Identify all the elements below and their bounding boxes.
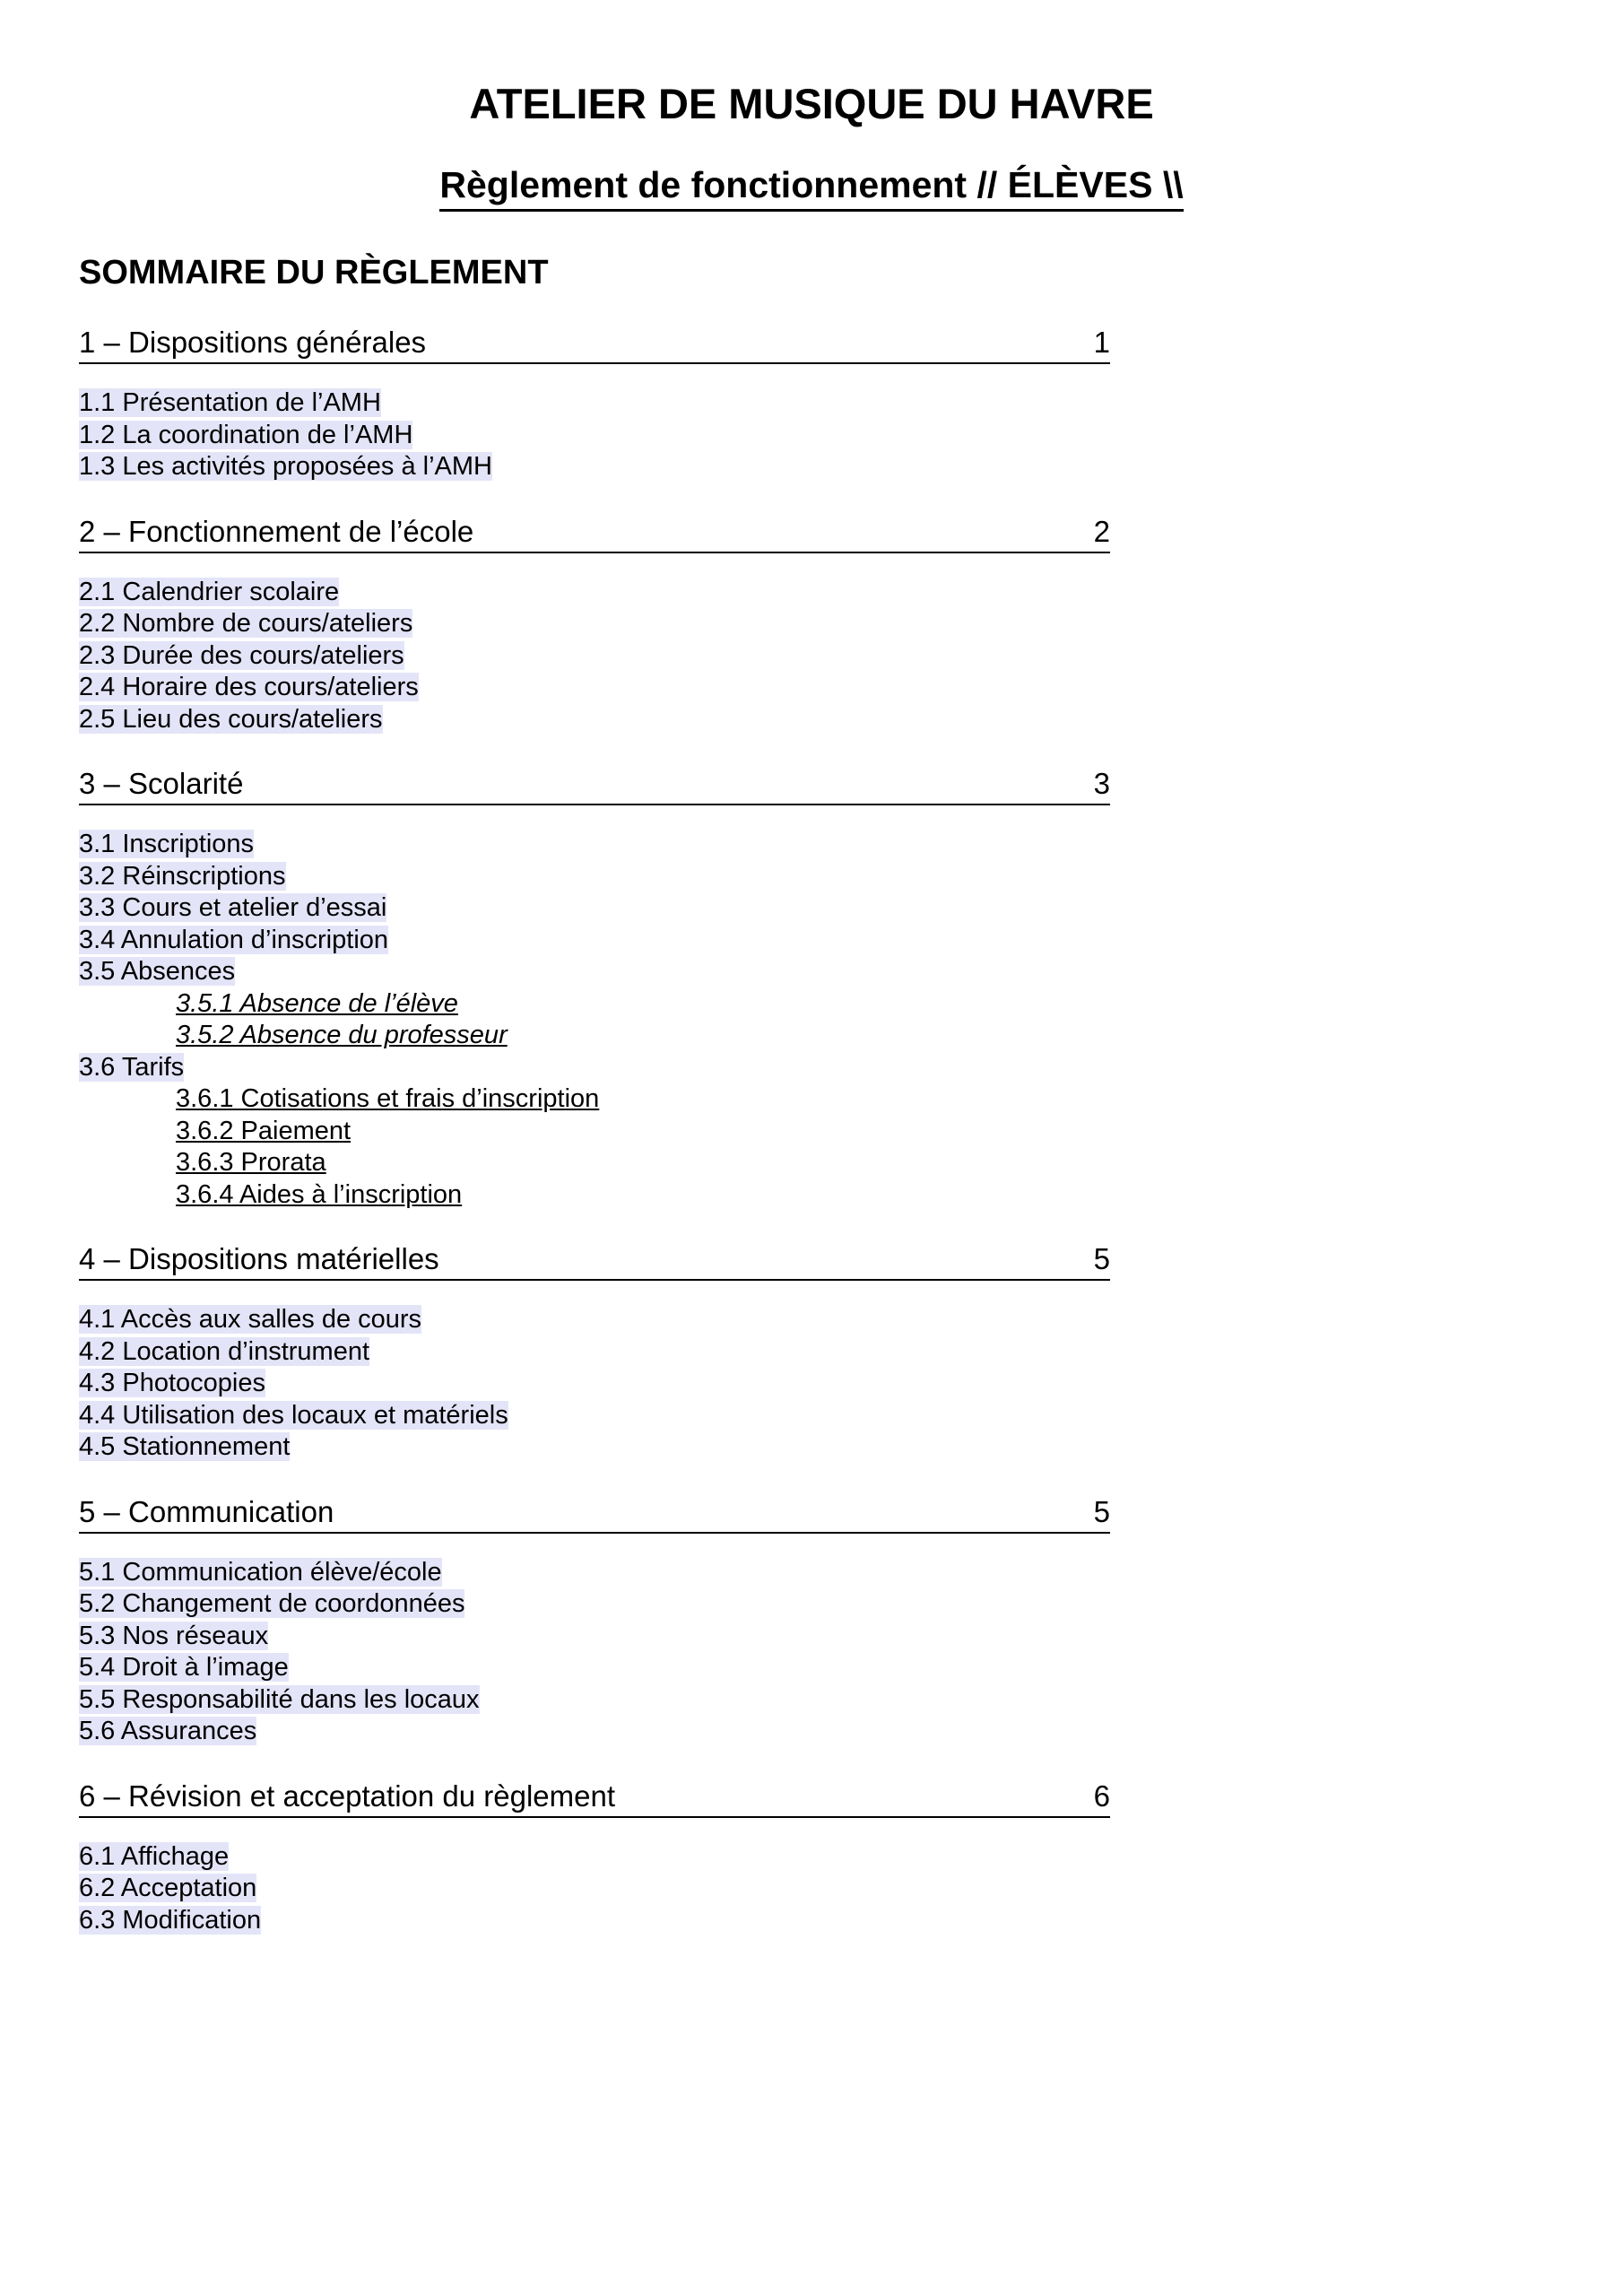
- toc-item-label: 5.2 Changement de coordonnées: [79, 1589, 465, 1618]
- toc-item-label: 4.3 Photocopies: [79, 1369, 265, 1397]
- toc-item-label: 4.4 Utilisation des locaux et matériels: [79, 1400, 508, 1430]
- toc-item-label: 2.5 Lieu des cours/ateliers: [79, 704, 383, 734]
- toc-section-heading[interactable]: [79, 1492, 1110, 1534]
- toc-item-label: 2.2 Nombre de cours/ateliers: [79, 609, 413, 638]
- toc-item-label: 6.3 Modification: [79, 1905, 262, 1935]
- toc-page-number: 5: [1093, 1494, 1110, 1528]
- toc-item-label: 5.1 Communication élève/école: [79, 1557, 442, 1587]
- toc-item[interactable]: [79, 704, 1110, 736]
- toc-item[interactable]: [79, 1052, 1110, 1084]
- toc-section-title: 1 – Dispositions générales: [79, 326, 427, 359]
- toc-item[interactable]: [79, 1557, 1110, 1589]
- toc-item-label: 5.4 Droit à l’image: [79, 1653, 289, 1682]
- toc-item[interactable]: [79, 925, 1110, 957]
- toc-item[interactable]: [79, 387, 1110, 420]
- toc-item-label: 3.5 Absences: [79, 957, 236, 986]
- toc-item-label: 5.5 Responsabilité dans les locaux: [79, 1684, 480, 1714]
- toc-section: [79, 1239, 1110, 1464]
- toc-subitem[interactable]: 3.5.1 Absence de l’élève: [176, 988, 458, 1018]
- toc-item-label: 3.4 Annulation d’inscription: [79, 925, 389, 954]
- toc-item[interactable]: [79, 420, 1110, 452]
- toc-item-label: 1.3 Les activités proposées à l’AMH: [79, 452, 492, 481]
- toc-item[interactable]: [79, 1400, 1110, 1432]
- toc-item[interactable]: [79, 1905, 1110, 1937]
- toc-subitem[interactable]: 3.6.2 Paiement: [176, 1116, 352, 1145]
- toc-item[interactable]: [79, 1431, 1110, 1464]
- toc-section-title: 4 – Dispositions matérielles: [79, 1242, 439, 1275]
- toc-subitem[interactable]: 3.6.1 Cotisations et frais d’inscription: [176, 1084, 600, 1113]
- toc-item-label: 5.3 Nos réseaux: [79, 1621, 269, 1650]
- toc-section: [79, 764, 1110, 1211]
- toc-item-label: 2.3 Durée des cours/ateliers: [79, 640, 404, 670]
- toc-section: [79, 1492, 1110, 1748]
- toc-item[interactable]: [79, 1368, 1110, 1400]
- toc-item[interactable]: [79, 672, 1110, 704]
- toc-section-heading[interactable]: [79, 323, 1110, 364]
- toc-item-label: 1.1 Présentation de l’AMH: [79, 388, 381, 417]
- toc-item-label: 4.5 Stationnement: [79, 1432, 291, 1461]
- toc-section: [79, 1777, 1110, 1937]
- toc-section-title: 5 – Communication: [79, 1494, 334, 1528]
- toc-item-label: 6.1 Affichage: [79, 1841, 230, 1871]
- toc-item[interactable]: [79, 829, 1110, 861]
- toc-page-number: 2: [1093, 514, 1110, 548]
- toc-subitem[interactable]: 3.6.4 Aides à l’inscription: [176, 1179, 463, 1209]
- toc-section-heading[interactable]: [79, 512, 1110, 553]
- toc-item-label: 3.1 Inscriptions: [79, 830, 255, 858]
- toc-item-label: 1.2 La coordination de l’AMH: [79, 420, 413, 449]
- toc-item[interactable]: [79, 956, 1110, 988]
- toc-item[interactable]: [79, 577, 1110, 609]
- toc-item[interactable]: [79, 1841, 1110, 1874]
- toc-item[interactable]: [79, 608, 1110, 640]
- toc-section-title: 2 – Fonctionnement de l’école: [79, 514, 474, 548]
- toc-page-number: 1: [1093, 326, 1110, 359]
- toc-page-number: 3: [1093, 767, 1110, 800]
- toc-item[interactable]: [79, 892, 1110, 925]
- toc-section: [79, 323, 1110, 483]
- toc-item[interactable]: [79, 1652, 1110, 1684]
- toc-item[interactable]: [79, 451, 1110, 483]
- toc-subitem[interactable]: 3.5.2 Absence du professeur: [176, 1021, 508, 1049]
- toc-section-title: 3 – Scolarité: [79, 767, 244, 800]
- toc-section-heading[interactable]: [79, 764, 1110, 805]
- toc-item[interactable]: [79, 1873, 1110, 1905]
- toc-item-label: 3.6 Tarifs: [79, 1052, 185, 1082]
- toc-item[interactable]: [79, 1621, 1110, 1653]
- toc-subitem[interactable]: 3.6.3 Prorata: [176, 1148, 326, 1177]
- toc-item-label: 4.1 Accès aux salles de cours: [79, 1305, 422, 1334]
- toc-page-number: 6: [1093, 1779, 1110, 1813]
- toc-item-label: 3.3 Cours et atelier d’essai: [79, 893, 387, 922]
- toc-item[interactable]: [79, 1684, 1110, 1717]
- toc-page-number: 5: [1093, 1242, 1110, 1275]
- summary-heading: SOMMAIRE DU RÈGLEMENT: [79, 254, 549, 291]
- toc-item[interactable]: [79, 1304, 1110, 1336]
- toc-item[interactable]: [79, 640, 1110, 673]
- toc-item-label: 2.1 Calendrier scolaire: [79, 577, 340, 606]
- table-of-contents: [79, 323, 1110, 1965]
- subtitle-container: [0, 161, 1623, 212]
- document-subtitle: Règlement de fonctionnement // ÉLÈVES \\: [439, 161, 1183, 212]
- toc-item[interactable]: [79, 1336, 1110, 1369]
- toc-item-label: 4.2 Location d’instrument: [79, 1336, 370, 1366]
- toc-item[interactable]: [79, 1716, 1110, 1748]
- toc-item-label: 3.2 Réinscriptions: [79, 861, 286, 891]
- toc-item-label: 5.6 Assurances: [79, 1717, 257, 1745]
- toc-item-label: 6.2 Acceptation: [79, 1874, 257, 1902]
- toc-section-title: 6 – Révision et acceptation du règlement: [79, 1779, 616, 1813]
- toc-item[interactable]: [79, 861, 1110, 893]
- toc-section: [79, 512, 1110, 736]
- document-title: ATELIER DE MUSIQUE DU HAVRE: [469, 80, 1154, 127]
- toc-item-label: 2.4 Horaire des cours/ateliers: [79, 673, 419, 701]
- toc-section-heading[interactable]: [79, 1777, 1110, 1818]
- toc-section-heading[interactable]: [79, 1239, 1110, 1281]
- toc-item[interactable]: [79, 1588, 1110, 1621]
